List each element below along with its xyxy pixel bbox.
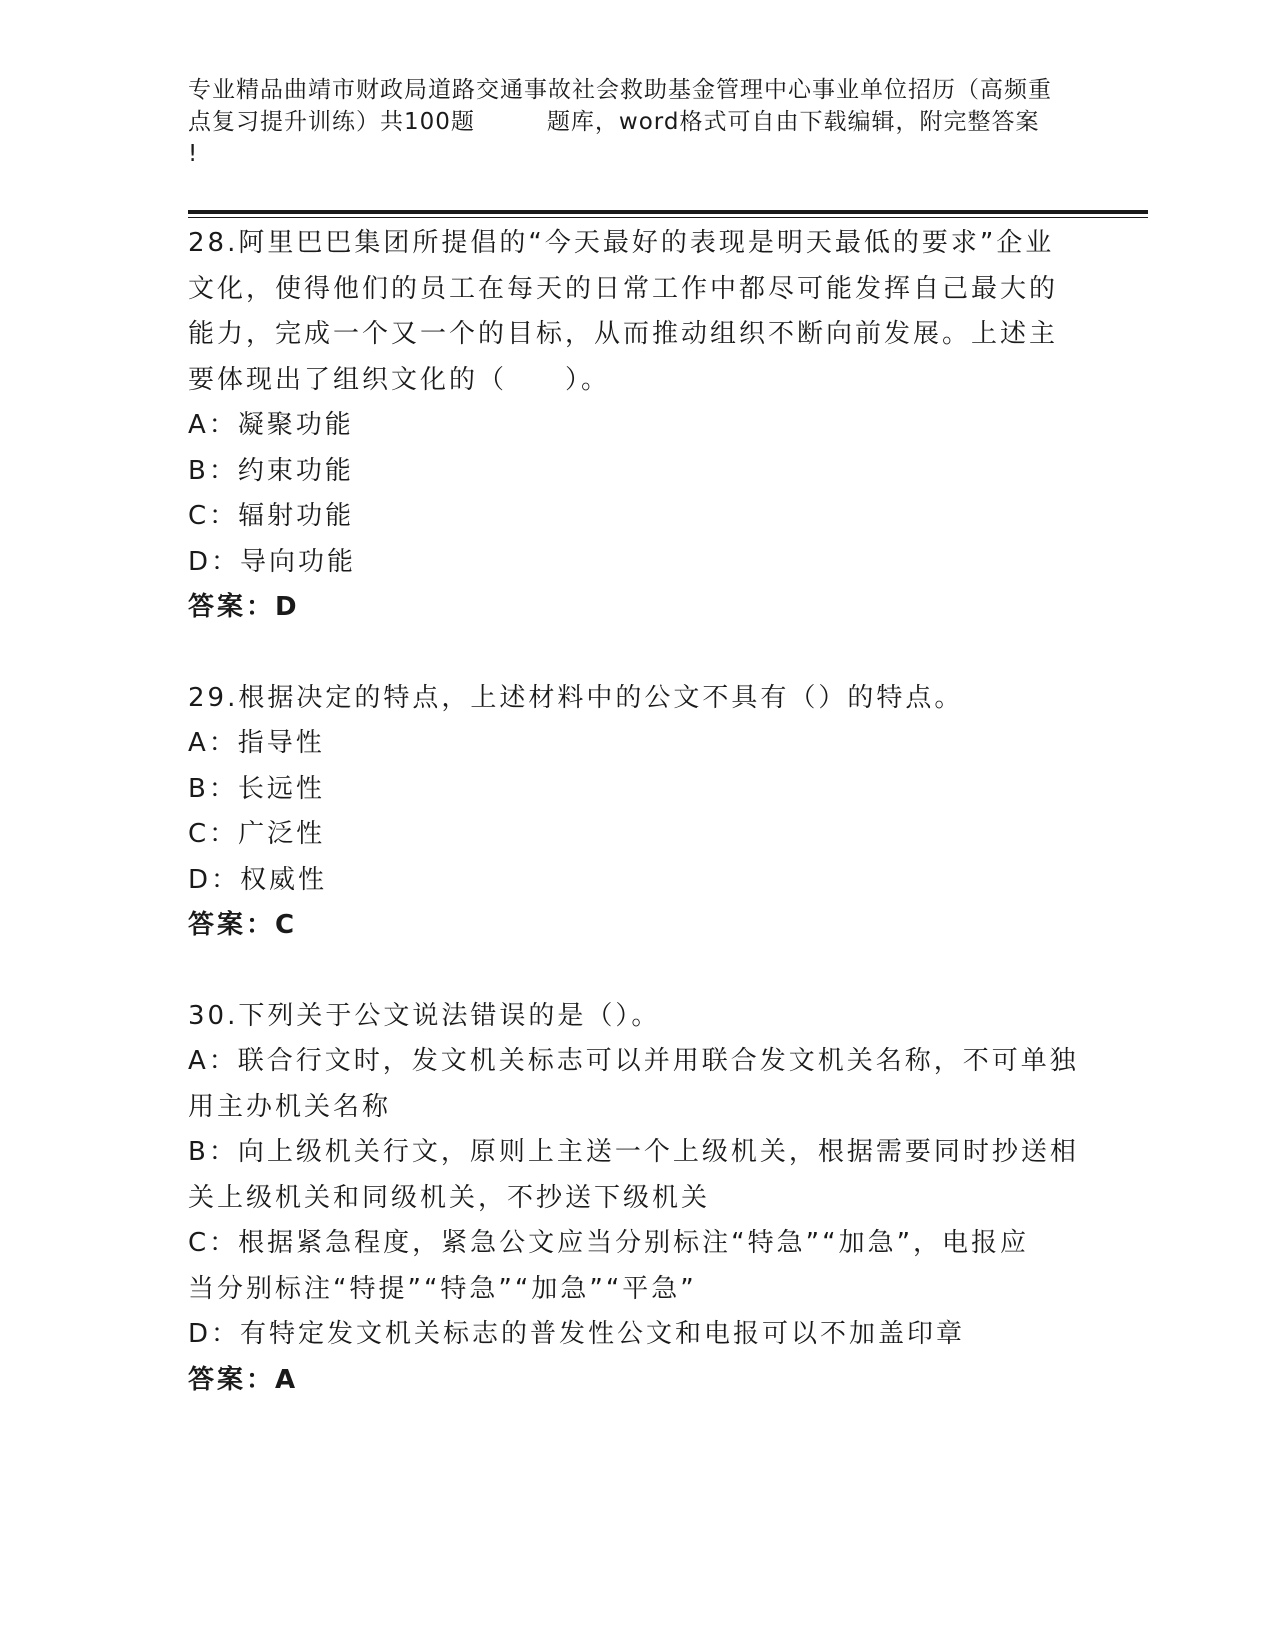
header-title-part: 点复习提升训练）共100题 bbox=[188, 109, 475, 135]
question-stem-line: 能力，完成一个又一个的目标，从而推动组织不断向前发展。上述主 bbox=[188, 319, 1059, 349]
question-30 bbox=[188, 994, 1079, 1404]
option-b: B：长远性 bbox=[188, 773, 325, 804]
option-c: C：广泛性 bbox=[188, 819, 326, 849]
answer: 答案：C bbox=[188, 910, 298, 940]
page-header bbox=[188, 74, 1088, 170]
header-title-line-1: 专业精品曲靖市财政局道路交通事故社会救助基金管理中心事业单位招历（高频重 bbox=[188, 77, 1052, 103]
answer: 答案：A bbox=[188, 1364, 299, 1395]
option-c: C：辐射功能 bbox=[188, 501, 355, 531]
question-stem-line: 要体现出了组织文化的（ ）。 bbox=[188, 364, 611, 395]
question-list bbox=[188, 221, 1079, 1403]
answer: 答案：D bbox=[188, 592, 300, 622]
question-stem-line: 29.根据决定的特点，上述材料中的公文不具有（）的特点。 bbox=[188, 682, 964, 713]
option-a-continued: 用主办机关名称 bbox=[188, 1091, 392, 1122]
header-title-part: 题库，word格式可自由下载编辑，附完整答案 bbox=[546, 109, 1040, 135]
question-28 bbox=[188, 221, 1068, 631]
question-29 bbox=[188, 676, 1068, 949]
question-stem-line: 30.下列关于公文说法错误的是（）。 bbox=[188, 1000, 661, 1031]
option-c-continued: 当分别标注“特提”“特急”“加急”“平急” bbox=[188, 1273, 697, 1304]
header-divider-thin bbox=[188, 217, 1148, 218]
question-stem-line: 文化，使得他们的员工在每天的日常工作中都尽可能发挥自己最大的 bbox=[188, 273, 1059, 304]
question-stem-line: 28.阿里巴巴集团所提倡的“今天最好的表现是明天最低的要求”企业 bbox=[188, 228, 1055, 258]
header-title-line-3: ! bbox=[188, 141, 199, 167]
option-a: A：凝聚功能 bbox=[188, 410, 354, 440]
header-title-line-2 bbox=[188, 106, 1088, 138]
option-c: C：根据紧急程度，紧急公文应当分别标注“特急”“加急”，电报应 bbox=[188, 1228, 1030, 1258]
option-b-continued: 关上级机关和同级机关，不抄送下级机关 bbox=[188, 1182, 711, 1213]
header-divider bbox=[188, 210, 1148, 214]
option-d: D：权威性 bbox=[188, 864, 328, 895]
option-a: A：指导性 bbox=[188, 728, 325, 758]
option-d: D：导向功能 bbox=[188, 546, 357, 577]
option-d: D：有特定发文机关标志的普发性公文和电报可以不加盖印章 bbox=[188, 1319, 966, 1349]
option-a: A：联合行文时，发文机关标志可以并用联合发文机关名称，不可单独 bbox=[188, 1046, 1079, 1076]
option-b: B：向上级机关行文，原则上主送一个上级机关，根据需要同时抄送相 bbox=[188, 1137, 1079, 1167]
option-b: B：约束功能 bbox=[188, 455, 354, 486]
